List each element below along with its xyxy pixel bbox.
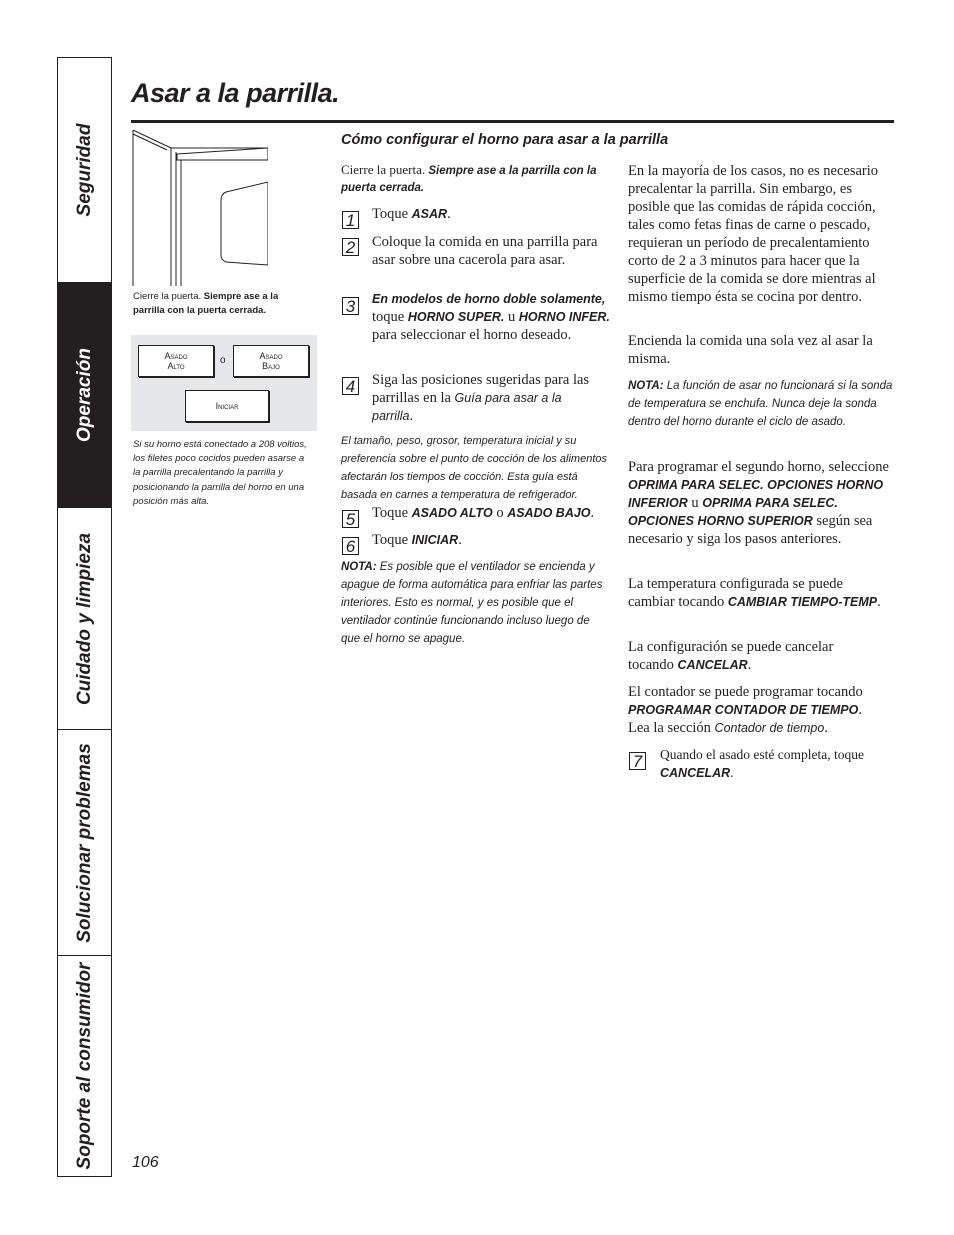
control-panel-illustration [131,335,317,431]
step-6: Toque INICIAR. [372,532,462,548]
cooking-time-note: El tamaño, peso, grosor, temperatura inicial y su preferencia sobre el punto de cocción de los alimentos afectarán los tiempos de cocción. Esta guía está basada en carnes a temperatura de refrigerador. [341,435,607,501]
tab-soporte[interactable] [58,956,111,1176]
asado-alto-button[interactable]: Asado Alto [138,345,214,377]
tab-label: Seguridad [73,123,95,217]
section-subheading: Cómo configurar el horno para asar a la parrilla [341,132,669,148]
side-tabs [57,57,112,1177]
step-2: Coloque la comida en una parrilla para asar sobre una cacerola para asar. [372,234,598,268]
tab-seguridad[interactable] [58,58,111,283]
title-rule [131,120,894,123]
step-4: Siga las posiciones sugeridas para las parrillas en la Guía para asar a la parrilla. [372,372,590,424]
step-7: Quando el asado esté completa, toque CANCELAR. [660,747,864,780]
right-para-2: Encienda la comida una sola vez al asar la misma. [628,333,873,367]
step-1: Toque ASAR. [372,206,451,222]
page-title: Asar a la parrilla. [131,78,340,108]
step-number: 4 [342,377,359,395]
step-number: 1 [342,211,359,229]
intro-text: Cierre la puerta. Siempre ase a la parrilla con la puerta cerrada. [341,162,597,194]
right-para-4: La temperatura configurada se puede cambiar tocando CAMBIAR TIEMPO-TEMP. [628,576,881,610]
right-para-3: Para programar el segundo horno, seleccione OPRIMA PARA SELEC. OPCIONES HORNO INFERIOR u OPRIMA PARA SELEC. OPCIONES HORNO SUPERIOR según sea necesario y siga los pasos anteriores. [628,459,889,547]
tab-label: Soporte al consumidor [73,962,95,1170]
right-para-6: El contador se puede programar tocando PROGRAMAR CONTADOR DE TIEMPO. Lea la sección Contador de tiempo. [628,684,863,736]
right-para-5: La configuración se puede cancelar tocando CANCELAR. [628,639,834,673]
tab-label: Cuidado y limpieza [73,532,95,705]
step-number: 7 [629,752,646,770]
tab-label: Solucionar problemas [73,742,95,943]
step-number: 6 [342,537,359,555]
step-5: Toque ASADO ALTO o ASADO BAJO. [372,505,595,521]
right-para-1: En la mayoría de los casos, no es necesario precalentar la parrilla. Sin embargo, es posible que las comidas de rápida cocción, tales como fetas finas de carne o pescado, requieran un período de precalentamiento corto de 2 a 3 minutos para hacer que la superficie de la comida se dore mientras al mismo tiempo ésta se cocina por dentro. [628,163,879,305]
probe-note: NOTA: La función de asar no funcionará si la sonda de temperatura se enchufa. Nunca deje la sonda dentro del horno durante el ciclo de asado. [628,380,893,428]
tab-label: Operación [73,348,95,442]
oven-caption: Cierre la puerta. Siempre ase a la parrilla con la puerta cerrada. [133,291,279,316]
note-208-volts: Si su horno está conectado a 208 voltios, los filetes poco cocidos pueden asarse a la parrilla precalentando la parrilla y posicionando la parrilla del horno en una posición más alta. [133,439,307,507]
asado-bajo-button[interactable]: Asado Bajo [233,345,309,377]
tab-cuidado[interactable] [58,508,111,730]
step-number: 2 [342,238,359,256]
fan-note: NOTA: Es posible que el ventilador se encienda y apague de forma automática para enfriar las partes interiores. Esto es normal, y es posible que el ventilador continúe funcionando incluso luego de que el horno se apague. [341,561,603,645]
or-label: o [220,355,226,366]
page-number: 106 [132,1154,159,1171]
step-number: 3 [342,297,359,315]
step-number: 5 [342,510,359,528]
step-3: En modelos de horno doble solamente, toque HORNO SUPER. u HORNO INFER. para seleccionar el horno deseado. [372,292,610,343]
tab-solucionar[interactable] [58,730,111,956]
tab-operacion[interactable] [58,283,111,508]
iniciar-button[interactable]: Iniciar [185,390,269,422]
oven-door-illustration [131,130,268,286]
